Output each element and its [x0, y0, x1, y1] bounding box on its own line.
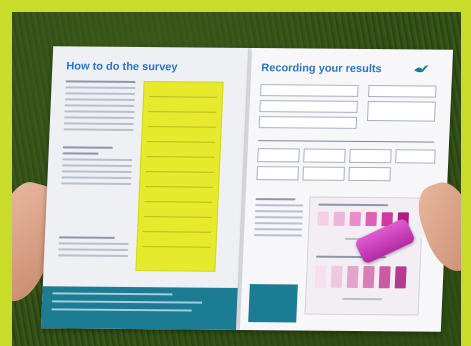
colour-swatch	[363, 266, 375, 288]
form-field	[348, 167, 391, 181]
left-page	[41, 46, 251, 330]
intro-paragraph	[63, 80, 135, 135]
colour-swatch	[395, 266, 407, 288]
footer-paragraph	[58, 236, 129, 261]
form-field	[259, 116, 357, 129]
bird-logo-icon	[413, 63, 430, 75]
right-page	[240, 48, 453, 332]
form-field	[256, 166, 299, 180]
survey-booklet	[41, 46, 453, 331]
colour-swatch	[349, 212, 361, 226]
info-band	[41, 286, 241, 330]
colour-swatch	[331, 266, 343, 288]
colour-swatch	[333, 212, 345, 226]
info-box	[248, 284, 298, 322]
form-field	[260, 84, 358, 97]
colour-swatch	[317, 212, 329, 226]
form-field	[368, 85, 437, 98]
colour-swatch	[347, 266, 359, 288]
form-field	[349, 149, 392, 163]
instructions-box	[135, 81, 223, 272]
left-page-heading: How to do the survey	[66, 60, 178, 74]
form-field	[302, 166, 345, 180]
right-page-heading: Recording your results	[261, 62, 382, 76]
form-field	[395, 149, 436, 163]
form-field	[367, 101, 436, 122]
section-paragraph	[61, 146, 133, 189]
colour-swatch	[315, 266, 327, 288]
form-field	[257, 148, 300, 162]
form-field	[303, 148, 346, 162]
section-divider	[258, 140, 434, 143]
colour-swatch	[365, 212, 377, 226]
results-notes	[254, 198, 304, 240]
colour-swatch	[379, 266, 391, 288]
form-field	[259, 100, 357, 113]
grass-background	[12, 12, 461, 346]
